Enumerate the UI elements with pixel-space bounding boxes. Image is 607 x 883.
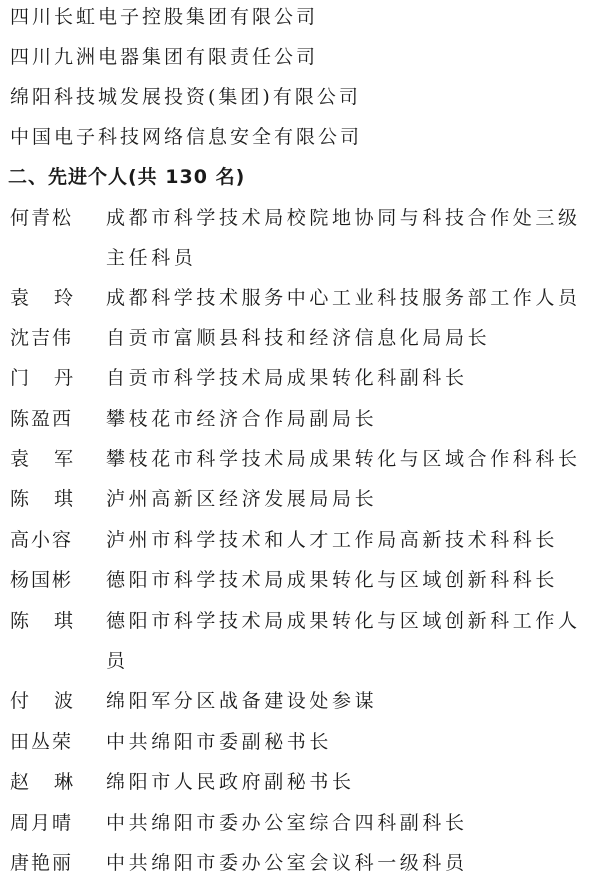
person-title: 中共绵阳市委办公室综合四科副科长	[106, 812, 468, 834]
person-title: 德阳市科学技术局成果转化与区域创新科工作人员	[106, 610, 581, 672]
person-name: 陈琪	[10, 488, 99, 510]
person-name: 门丹	[10, 367, 99, 389]
person-title: 绵阳市人民政府副秘书长	[106, 771, 355, 793]
person-name: 付波	[10, 690, 99, 712]
person-title: 泸州高新区经济发展局局长	[106, 488, 378, 510]
person-title: 中共绵阳市委办公室会议科一级科员	[106, 852, 468, 874]
person-name: 周月晴	[10, 812, 74, 834]
person-name: 何青松	[10, 207, 74, 229]
person-title: 绵阳军分区战备建设处参谋	[106, 690, 378, 712]
person-title: 自贡市科学技术局成果转化科副科长	[106, 367, 468, 389]
person-title: 成都市科学技术局校院地协同与科技合作处三级主任科员	[106, 207, 581, 269]
person-name: 高小容	[10, 529, 74, 551]
section-heading: 二、先进个人(共 130 名)	[8, 166, 246, 188]
person-name: 袁军	[10, 448, 99, 470]
unit-line: 四川长虹电子控股集团有限公司	[10, 6, 319, 28]
person-title: 中共绵阳市委副秘书长	[106, 731, 333, 753]
person-name: 田丛荣	[10, 731, 74, 753]
person-name: 赵琳	[10, 771, 99, 793]
person-name: 杨国彬	[10, 569, 74, 591]
person-name: 唐艳丽	[10, 852, 74, 874]
person-title: 攀枝花市科学技术局成果转化与区域合作科科长	[106, 448, 581, 470]
person-name: 沈吉伟	[10, 327, 74, 349]
person-name: 陈盈西	[10, 408, 74, 430]
unit-line: 绵阳科技城发展投资(集团)有限公司	[10, 86, 361, 108]
person-title: 自贡市富顺县科技和经济信息化局局长	[106, 327, 491, 349]
person-title: 攀枝花市经济合作局副局长	[106, 408, 378, 430]
person-name: 袁玲	[10, 287, 99, 309]
unit-line: 四川九洲电器集团有限责任公司	[10, 46, 319, 68]
unit-line: 中国电子科技网络信息安全有限公司	[10, 126, 363, 148]
person-name: 陈琪	[10, 610, 99, 632]
person-title: 德阳市科学技术局成果转化与区域创新科科长	[106, 569, 559, 591]
person-title: 成都科学技术服务中心工业科技服务部工作人员	[106, 287, 581, 309]
person-title: 泸州市科学技术和人才工作局高新技术科科长	[106, 529, 559, 551]
